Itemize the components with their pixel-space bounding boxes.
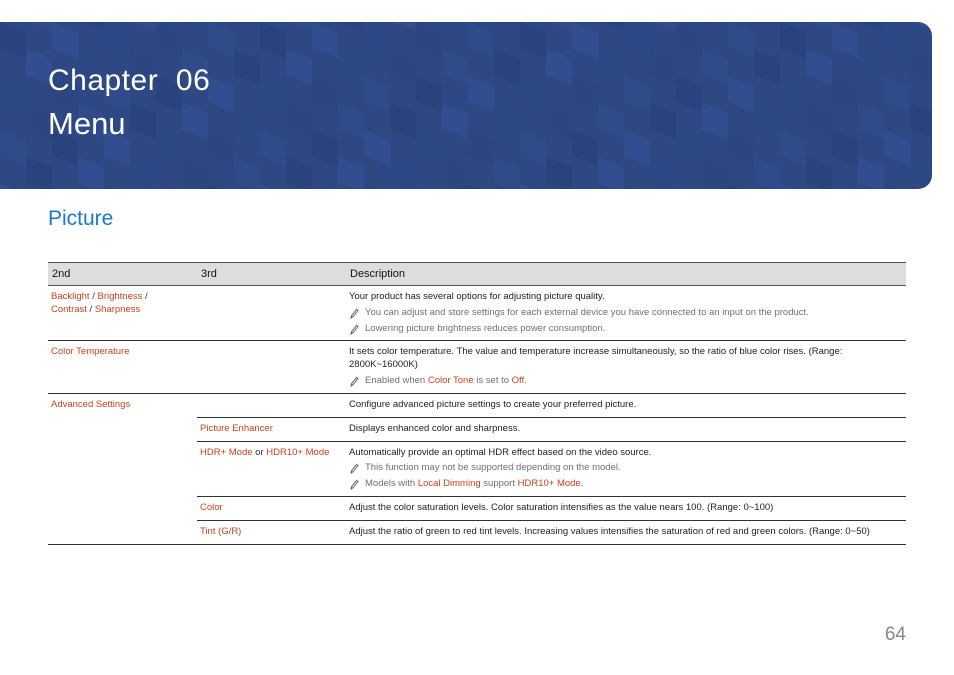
description-text: It sets color temperature. The value and temperature increase simultaneously, so the ratio of blue color rises. (Range: 2800K~16000K): [349, 346, 843, 371]
note-text: [365, 375, 527, 388]
header-2nd: 2nd: [48, 263, 197, 286]
cell-description: [346, 341, 906, 393]
table-row: [48, 286, 906, 341]
note: [349, 307, 902, 320]
note-text-part: .: [524, 375, 527, 387]
note-text-part: Models with: [365, 478, 418, 490]
cell-3rd: [197, 496, 346, 520]
pencil-note-icon: [349, 308, 361, 319]
cell-3rd: [197, 393, 346, 417]
menu-link-color-temperature[interactable]: Color Temperature: [51, 346, 130, 358]
note-text-part: is set to: [473, 375, 512, 387]
description-text: Adjust the ratio of green to red tint levels. Increasing values intensifies the saturation of red and green colors. (Range: 0~50): [349, 525, 870, 537]
cell-description: [346, 393, 906, 417]
cell-3rd: [197, 441, 346, 496]
menu-link-contrast[interactable]: Contrast: [51, 303, 87, 315]
note: [349, 462, 902, 475]
description-text: Configure advanced picture settings to create your preferred picture.: [349, 398, 637, 410]
separator: /: [89, 303, 93, 315]
menu-link-hdr10-plus-mode[interactable]: HDR10+ Mode: [266, 446, 330, 458]
menu-link-hdr-plus-mode[interactable]: HDR+ Mode: [200, 446, 253, 458]
menu-link-picture-enhancer[interactable]: Picture Enhancer: [200, 422, 273, 434]
menu-link-backlight[interactable]: Backlight: [51, 291, 90, 302]
cell-3rd: [197, 520, 346, 544]
cell-description: [346, 417, 906, 441]
note-link-color-tone[interactable]: Color Tone: [427, 375, 474, 387]
cell-description: [346, 286, 906, 341]
note-text-part: support: [480, 478, 518, 490]
table-row: [48, 341, 906, 393]
pencil-note-icon: [349, 376, 361, 387]
menu-link-brightness[interactable]: Brightness: [97, 291, 143, 302]
section-title: Picture: [48, 207, 114, 230]
note-link-hdr10-plus-mode[interactable]: HDR10+ Mode: [517, 478, 581, 490]
note-text: You can adjust and store settings for each external device you have connected to an input on the product.: [365, 306, 809, 318]
table-header-row: [48, 263, 906, 286]
description-text: Your product has several options for adjusting picture quality.: [349, 291, 605, 302]
menu-link-advanced-settings[interactable]: Advanced Settings: [51, 398, 131, 410]
note-text-part: Enabled when: [365, 375, 428, 387]
cell-2nd: [48, 393, 197, 544]
note-text: This function may not be supported depending on the model.: [365, 462, 621, 474]
note: [349, 478, 902, 491]
pencil-note-icon: [349, 479, 361, 490]
note-text-part: .: [580, 478, 584, 490]
menu-link-sharpness[interactable]: Sharpness: [94, 303, 141, 315]
chapter-banner: [0, 22, 932, 189]
description-text: Automatically provide an optimal HDR effect based on the video source.: [349, 446, 652, 458]
cell-description: [346, 520, 906, 544]
table-row: [48, 393, 906, 417]
cell-description: [346, 496, 906, 520]
separator: /: [92, 291, 95, 302]
note-link-off[interactable]: Off: [511, 375, 525, 387]
pencil-note-icon: [349, 463, 361, 474]
separator: /: [145, 291, 148, 302]
separator: or: [252, 446, 267, 458]
note-text: [365, 478, 583, 491]
menu-link-tint[interactable]: Tint (G/R): [200, 525, 242, 537]
description-text: Adjust the color saturation levels. Color saturation intensifies as the value nears 100. (Range: 0~100): [349, 501, 774, 513]
header-3rd: 3rd: [197, 263, 346, 286]
picture-menu-table: [48, 262, 906, 545]
page-number: 64: [884, 624, 906, 645]
note-text: Lowering picture brightness reduces power consumption.: [365, 322, 606, 334]
banner-pattern: [0, 22, 932, 189]
chapter-label: Chapter 06: [48, 64, 211, 97]
note: [349, 375, 902, 388]
cell-2nd: [48, 341, 197, 393]
cell-description: [346, 441, 906, 496]
note: [349, 323, 902, 336]
cell-3rd: [197, 417, 346, 441]
cell-3rd: [197, 286, 346, 341]
description-text: Displays enhanced color and sharpness.: [349, 422, 521, 434]
cell-2nd: [48, 286, 197, 341]
note-link-local-dimming[interactable]: Local Dimming: [417, 478, 481, 490]
pencil-note-icon: [349, 324, 361, 335]
header-description: Description: [346, 263, 906, 286]
chapter-title: Menu: [48, 106, 126, 141]
cell-3rd: [197, 341, 346, 393]
menu-link-color[interactable]: Color: [200, 501, 223, 513]
